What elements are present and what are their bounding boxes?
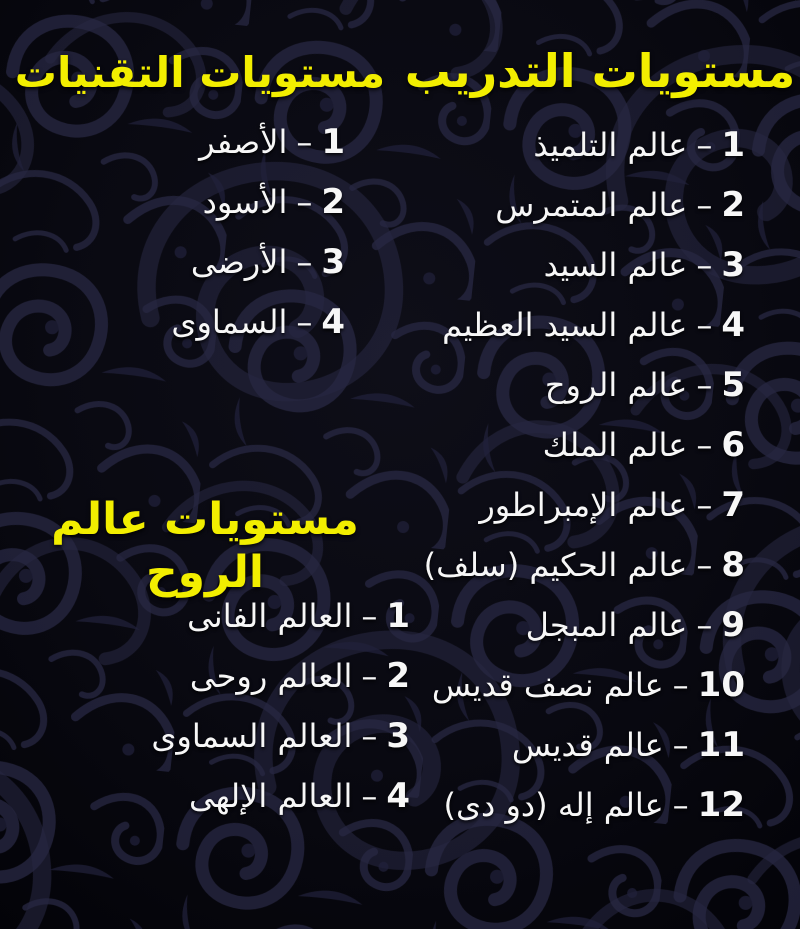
item-number: 7 — [721, 485, 745, 526]
item-label: السماوى — [171, 303, 288, 342]
spirit-list-item — [187, 596, 410, 636]
item-separator: – — [696, 546, 713, 585]
spirit-world-list — [0, 596, 465, 836]
item-label: عالم السيد — [543, 246, 688, 285]
techniques-section — [0, 0, 400, 362]
item-number: 2 — [386, 656, 410, 696]
item-label: عالم التلميذ — [533, 126, 688, 165]
item-number: 8 — [721, 545, 745, 586]
item-label: الأسود — [202, 183, 288, 222]
item-label: الأصفر — [199, 123, 288, 162]
item-separator: – — [696, 126, 713, 165]
techniques-list-item — [191, 242, 345, 282]
item-number: 5 — [721, 365, 745, 406]
item-separator: – — [672, 786, 689, 825]
item-number: 12 — [697, 785, 745, 826]
item-number: 2 — [721, 185, 745, 226]
item-number: 3 — [721, 245, 745, 286]
item-label: عالم الإمبراطور — [479, 486, 688, 525]
item-number: 10 — [697, 665, 745, 706]
item-number: 3 — [321, 242, 345, 283]
item-number: 9 — [721, 605, 745, 646]
item-separator: – — [696, 606, 713, 645]
item-separator: – — [296, 123, 313, 162]
item-label: العالم الفانى — [187, 597, 353, 635]
item-separator: – — [361, 657, 378, 695]
item-number: 1 — [721, 125, 745, 166]
techniques-list-item — [199, 122, 345, 162]
item-label: عالم الحكيم (سلف) — [423, 546, 688, 585]
item-label: عالم إله (دو دى) — [443, 786, 664, 825]
item-separator: – — [696, 486, 713, 525]
spirit-list-item — [190, 656, 410, 696]
item-separator: – — [696, 306, 713, 345]
item-number: 4 — [721, 305, 745, 346]
training-list-item — [512, 725, 745, 765]
spirit-list-item — [189, 776, 410, 816]
training-list-item — [495, 185, 745, 225]
item-separator: – — [361, 717, 378, 755]
item-label: عالم المبجل — [525, 606, 688, 645]
training-list-item — [526, 605, 745, 645]
spirit-world-title: مستويات عالم الروح — [51, 494, 359, 598]
item-separator: – — [296, 243, 313, 282]
item-label: عالم السيد العظيم — [442, 306, 688, 345]
item-separator: – — [296, 303, 313, 342]
item-label: العالم روحى — [189, 657, 353, 695]
training-list-item — [543, 425, 745, 465]
techniques-list-item — [203, 182, 345, 222]
item-number: 4 — [386, 776, 410, 816]
training-title: مستويات التدريب — [404, 44, 796, 98]
item-number: 3 — [386, 716, 410, 756]
training-list-item — [424, 545, 745, 585]
item-separator: – — [296, 183, 313, 222]
item-number: 4 — [321, 302, 345, 343]
item-label: عالم الملك — [542, 426, 688, 465]
training-list-item — [432, 665, 745, 705]
item-number: 1 — [386, 596, 410, 636]
item-label: عالم المتمرس — [495, 186, 688, 225]
techniques-list-item — [171, 302, 345, 342]
item-number: 11 — [697, 725, 745, 766]
item-separator: – — [696, 186, 713, 225]
training-list-item — [444, 785, 746, 825]
item-separator: – — [696, 366, 713, 405]
training-list-item — [544, 245, 745, 285]
item-label: العالم السماوى — [151, 717, 353, 755]
item-separator: – — [696, 246, 713, 285]
item-label: عالم قديس — [511, 726, 664, 765]
item-separator: – — [361, 597, 378, 635]
item-separator: – — [672, 726, 689, 765]
training-list-item — [533, 125, 745, 165]
training-list-item — [545, 365, 745, 405]
spirit-list-item — [151, 716, 410, 756]
item-separator: – — [361, 777, 378, 815]
item-label: الأرضى — [190, 243, 288, 282]
item-number: 2 — [321, 182, 345, 223]
item-number: 1 — [321, 122, 345, 163]
training-list-item — [479, 485, 745, 525]
item-label: العالم الإلهى — [188, 777, 353, 815]
item-separator: – — [672, 666, 689, 705]
item-number: 6 — [721, 425, 745, 466]
training-list-item — [442, 305, 745, 345]
techniques-title: مستويات التقنيات — [14, 48, 386, 97]
item-label: عالم نصف قديس — [431, 666, 664, 705]
techniques-list — [0, 122, 400, 362]
item-label: عالم الروح — [544, 366, 688, 405]
item-separator: – — [696, 426, 713, 465]
